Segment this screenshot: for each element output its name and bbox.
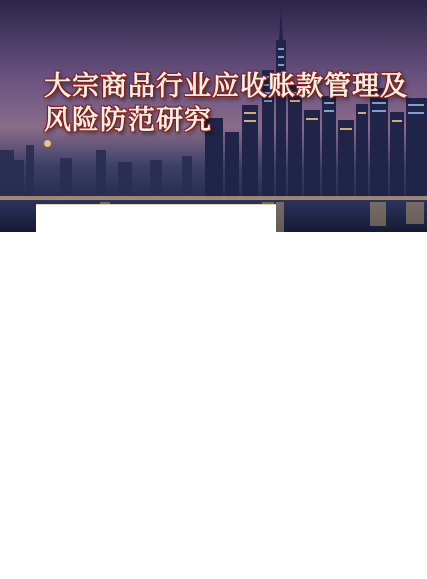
article-title-line-2: 风险防范研究: [44, 105, 212, 136]
author-marker-icon: [44, 140, 51, 147]
author-byline: [44, 140, 54, 147]
hero-banner: [0, 0, 427, 232]
abstract-box: [36, 204, 276, 286]
article-title-line-1: 大宗商品行业应收账款管理及: [44, 71, 408, 102]
